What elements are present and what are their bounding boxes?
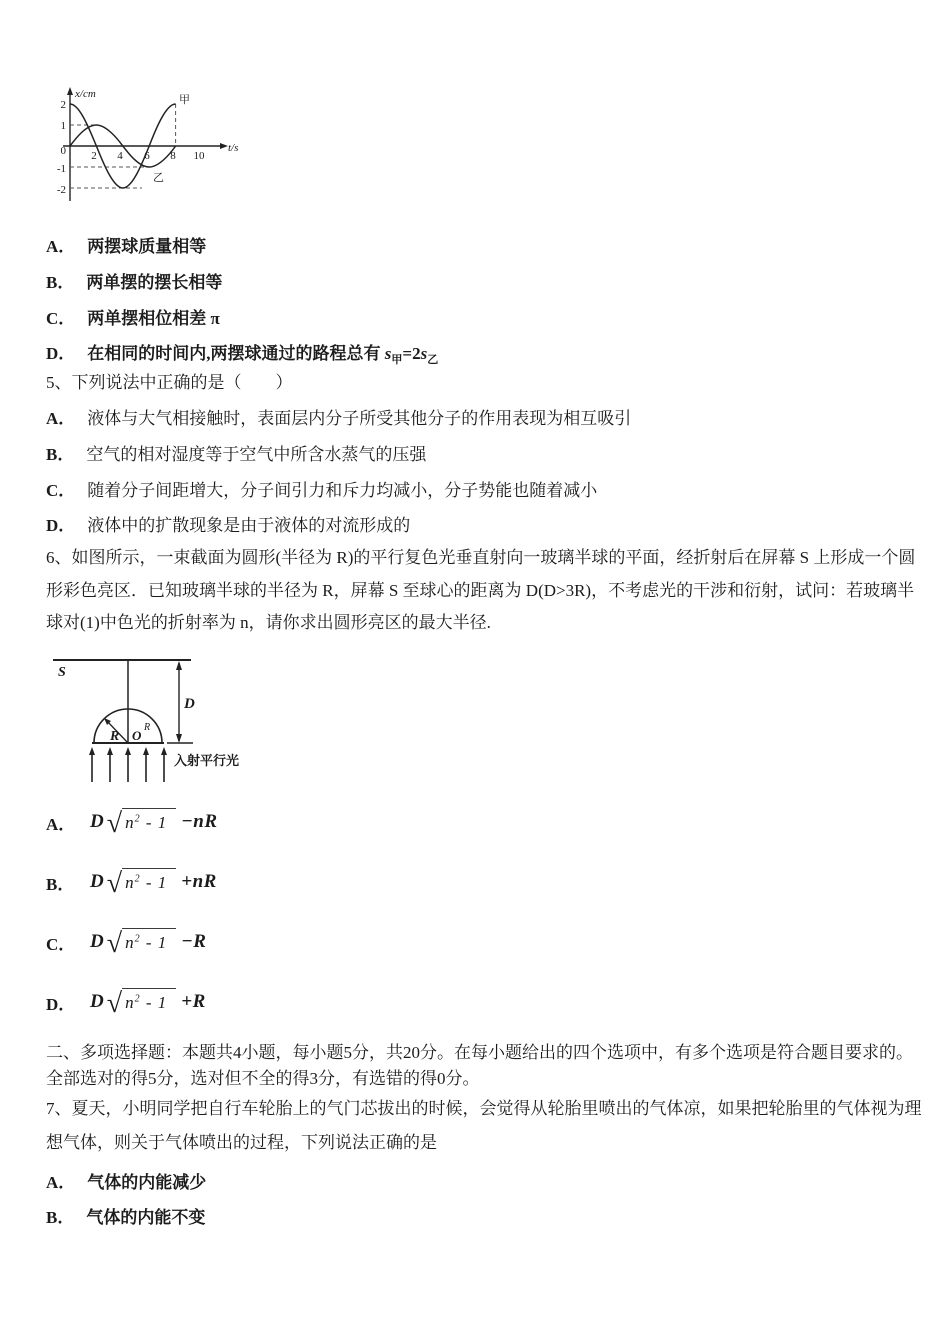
q5-option-d	[46, 515, 410, 537]
q7-option-b	[46, 1207, 205, 1229]
x-tick-labels	[91, 150, 205, 162]
svg-text:-1: -1	[56, 163, 66, 175]
subscript-yi: 乙	[427, 354, 439, 366]
q6-line-2: 形彩色亮区．已知玻璃半球的半径为 R，屏幕 S 至球心的距离为 D(D>3R)，不考虑光的干涉和衍射，试问：若玻璃半	[46, 581, 915, 600]
radical-sign: √	[106, 868, 123, 899]
option-letter: D．	[46, 994, 76, 1014]
radical-sign: √	[106, 988, 123, 1019]
option-text: 两单摆的摆长相等	[86, 273, 223, 292]
option-letter: B．	[46, 874, 75, 894]
radius-label: R	[110, 729, 120, 744]
radical-sign: √	[106, 928, 123, 959]
incident-light-arrows	[92, 752, 164, 782]
q7-line-1: 7、夏天，小明同学把自行车轮胎上的气门芯拔出的时候，会觉得从轮胎里喷出的气体凉，如果把轮胎里的气体视为理	[46, 1099, 922, 1118]
dimension-arrow-up-icon	[176, 661, 182, 670]
coefficient: D	[90, 931, 104, 952]
q7-line-2: 想气体，则关于气体喷出的过程，下列说法正确的是	[46, 1133, 437, 1152]
radical-sign: √	[106, 808, 123, 839]
svg-text:2: 2	[91, 150, 97, 162]
option-text: 气体的内能减少	[87, 1173, 207, 1192]
option-text: 液体与大气相接触时，表面层内分子所受其他分子的作用表现为相互吸引	[87, 409, 632, 428]
option-letter: B．	[46, 1208, 75, 1227]
incident-light-arrowheads	[89, 747, 167, 755]
subscript-jia: 甲	[391, 354, 403, 366]
center-label: O	[132, 728, 142, 743]
q6-option-a	[46, 808, 218, 839]
section2-line-1: 二、多项选择题：本题共4小题，每小题5分，共20分。在每小题给出的四个选项中，有多个选项是符合题目要求的。	[46, 1043, 913, 1062]
coefficient: D	[90, 871, 104, 892]
formula-suffix: +nR	[181, 871, 217, 892]
dimension-arrow-down-icon	[176, 734, 182, 743]
incident-light-label: 入射平行光	[174, 753, 240, 768]
q5-title: 5、下列说法中正确的是（ ）	[46, 373, 293, 392]
formula-suffix: −nR	[181, 811, 218, 832]
option-letter: A．	[46, 409, 76, 428]
option-letter: A．	[46, 237, 76, 256]
q5-option-c	[46, 480, 597, 502]
y-axis-arrow-icon	[67, 87, 73, 95]
radicand: $n^2 - 1$	[122, 988, 176, 1013]
section2-line-2: 全部选对的得5分，选对但不全的得3分，有选错的得0分。	[46, 1069, 480, 1088]
q5-option-b	[46, 444, 426, 466]
svg-text:-2: -2	[56, 184, 66, 196]
q6-option-d	[46, 988, 206, 1019]
q6-option-b	[46, 868, 217, 899]
q4-option-a	[46, 236, 206, 258]
x-axis-arrow-icon	[220, 143, 228, 149]
option-text: 在相同的时间内,两摆球通过的路程总有	[87, 344, 385, 363]
graph-ylabel: x/cm	[75, 88, 96, 100]
formula-suffix: +R	[181, 991, 206, 1012]
svg-text:8: 8	[170, 150, 176, 162]
radicand: $n^2 - 1$	[122, 808, 176, 833]
y-tick-labels	[57, 99, 67, 196]
svg-text:4: 4	[117, 150, 123, 162]
symbol-s: s	[384, 344, 392, 363]
svg-text:1: 1	[60, 120, 66, 132]
q6-line-3: 球对(1)中色光的折射率为 n，请你求出圆形亮区的最大半径.	[46, 613, 491, 632]
symbol-s: s	[420, 344, 428, 363]
curve-jia-label: 甲	[179, 94, 190, 106]
option-letter: C．	[46, 934, 76, 954]
q4-option-d	[46, 343, 438, 371]
svg-text:0: 0	[60, 145, 66, 157]
q4-option-b	[46, 272, 222, 294]
option-letter: C．	[46, 481, 76, 500]
option-letter: A．	[46, 814, 76, 834]
option-letter: B．	[46, 445, 75, 464]
svg-text:2: 2	[60, 99, 66, 111]
square-root	[106, 928, 177, 959]
graph-xlabel: t/s	[228, 142, 239, 154]
q4-option-c	[46, 308, 220, 330]
svg-text:6: 6	[144, 150, 150, 162]
square-root	[106, 808, 177, 839]
option-text: 两单摆相位相差 π	[87, 309, 220, 328]
curve-yi-label: 乙	[153, 172, 164, 184]
option-text: 气体的内能不变	[86, 1208, 206, 1227]
q6-hemisphere-figure	[46, 648, 296, 788]
screen-label: S	[58, 665, 66, 680]
option-text: 随着分子间距增大，分子间引力和斥力均减小，分子势能也随着减小	[87, 481, 598, 500]
coefficient: D	[90, 991, 104, 1012]
square-root	[106, 868, 177, 899]
q4-optd-formula	[384, 344, 439, 366]
equals-two: =2	[402, 344, 421, 363]
q4-displacement-time-graph	[46, 84, 251, 206]
q7-option-a	[46, 1172, 206, 1194]
option-letter: B．	[46, 273, 75, 292]
option-letter: D．	[46, 516, 76, 535]
coefficient: D	[90, 811, 104, 832]
radicand: $n^2 - 1$	[122, 928, 176, 953]
q6-line-1: 6、如图所示，一束截面为圆形(半径为 R)的平行复色光垂直射向一玻璃半球的平面，经折射后在屏幕 S 上形成一个圆	[46, 548, 916, 567]
q5-option-a	[46, 408, 631, 430]
option-letter: D．	[46, 344, 76, 363]
square-root	[106, 988, 177, 1019]
option-text: 液体中的扩散现象是由于液体的对流形成的	[87, 516, 411, 535]
inner-radius-label: R	[144, 722, 151, 733]
option-letter: C．	[46, 309, 76, 328]
radicand: $n^2 - 1$	[122, 868, 176, 893]
formula-suffix: −R	[181, 931, 207, 952]
q6-option-c	[46, 928, 207, 959]
option-text: 两摆球质量相等	[87, 237, 207, 256]
option-letter: A．	[46, 1173, 76, 1192]
option-text: 空气的相对湿度等于空气中所含水蒸气的压强	[86, 445, 427, 464]
distance-label: D	[184, 696, 195, 712]
svg-text:10: 10	[193, 150, 205, 162]
